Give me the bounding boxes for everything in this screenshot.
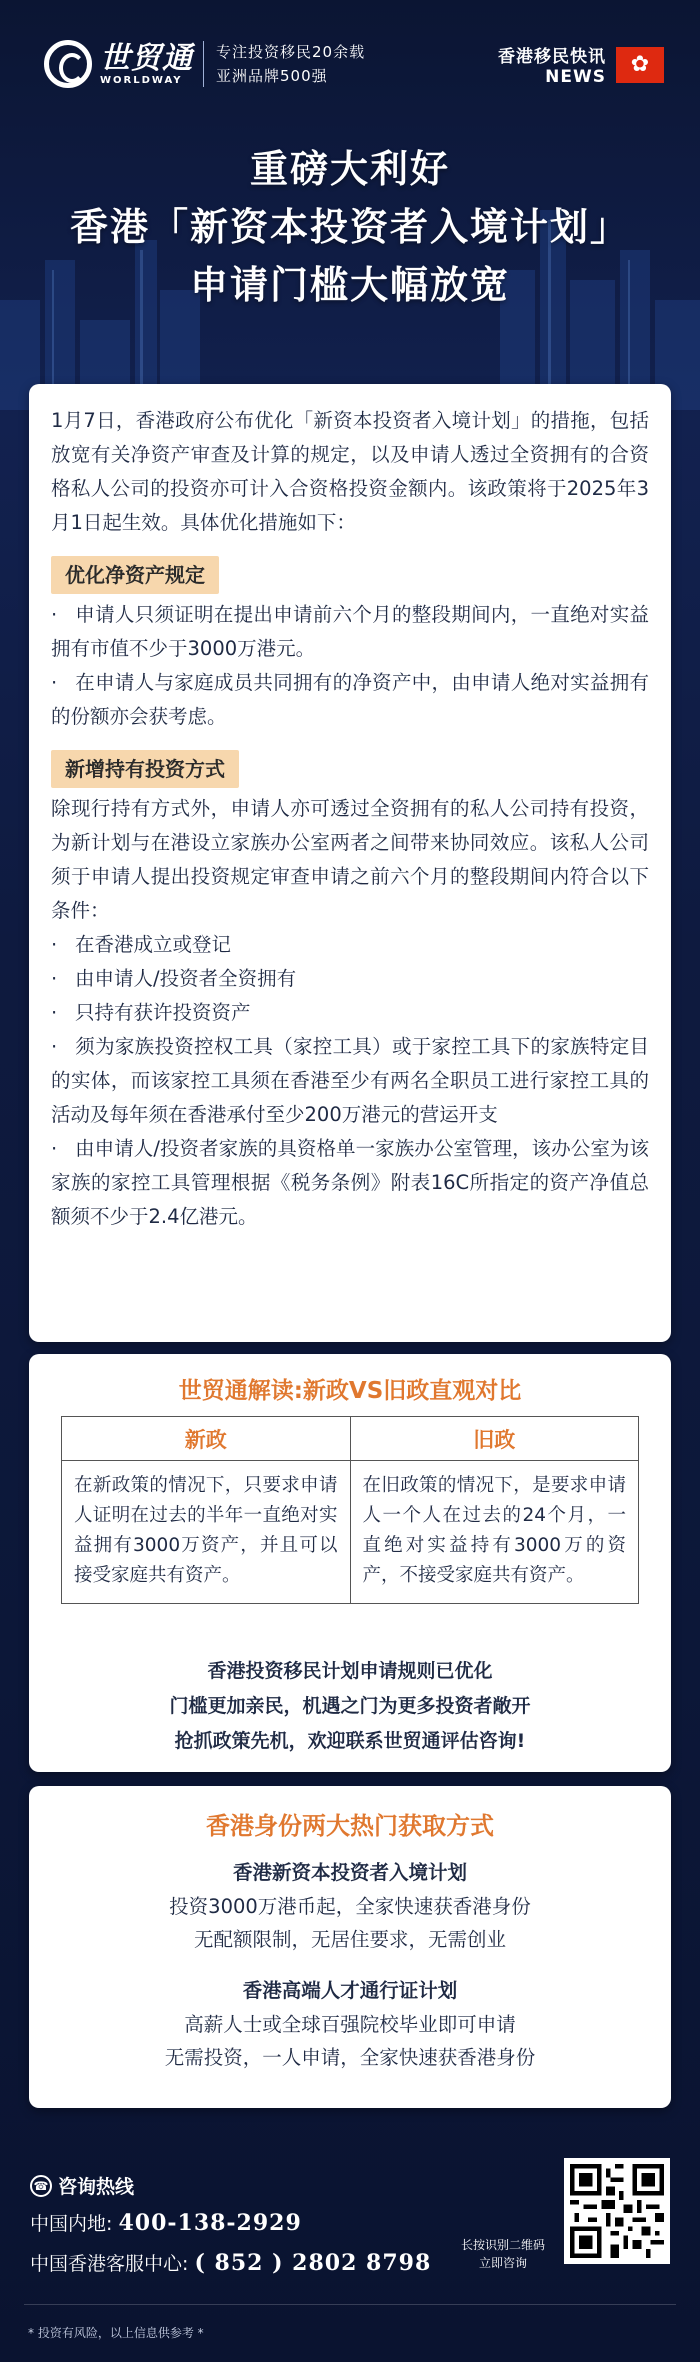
news-badge — [498, 42, 664, 87]
qr-caption-line: 长按识别二维码 — [460, 2238, 545, 2252]
hk-flag-icon: ✿ — [616, 47, 664, 83]
header — [0, 0, 700, 120]
new-policy-cell: 在新政策的情况下，只要求申请人证明在过去的半年一直绝对实益拥有3000万资产，并且可以接受家庭共有资产。 — [62, 1461, 351, 1604]
hotline-label: 咨询热线 — [58, 2176, 135, 2198]
headline — [0, 140, 700, 314]
route-capital-investment — [29, 1856, 671, 1956]
section-tag-holding-method: 新增持有投资方式 — [51, 750, 239, 788]
column-header-old-policy: 旧政 — [350, 1417, 639, 1461]
comparison-table — [61, 1416, 639, 1604]
intro-paragraph: 1月7日，香港政府公布优化「新资本投资者入境计划」的措拖，包括放宽有关净资产审查及计算的规定，以及申请人透过全资拥有的合资格私人公司的投资亦可计入合资格投资金额内。该政策将于2025年3月1日起生效。具体优化措施如下： — [51, 409, 649, 534]
list-item: · 申请人只须证明在提出申请前六个月的整段期间内，一直绝对实益拥有市值不少于3000万港元。 — [51, 603, 649, 660]
qr-code-icon[interactable] — [564, 2158, 670, 2264]
route-top-talent — [29, 1974, 671, 2074]
list-item-text: 须为家族投资控权工具（家控工具）或于家控工具下的家族特定目的实体，而该家控工具须在香港至少有两名全职员工进行家控工具的活动及每年须在香港承付至少200万港元的营运开支 — [51, 1035, 649, 1126]
news-label-english: NEWS — [545, 67, 606, 87]
route-title: 香港新资本投资者入境计划 — [232, 1861, 467, 1884]
comparison-summary — [29, 1654, 671, 1759]
route-title: 香港高端人才通行证计划 — [242, 1979, 458, 2002]
table-header-row — [62, 1417, 639, 1461]
holding-method-paragraph: 除现行持有方式外，申请人亦可透过全资拥有的私人公司持有投资，为新计划与在港设立家族办公室两者之间带来协同效应。该私人公司须于申请人提出投资规定审查申请之前六个月的整段期间内符合以下条件： — [51, 797, 649, 922]
summary-line: 抢抓政策先机，欢迎联系世贸通评估咨询! — [174, 1730, 526, 1752]
routes-card — [29, 1786, 671, 2108]
list-item: · 在香港成立或登记 — [51, 933, 232, 956]
route-detail: 无需投资，一人申请，全家快速获香港身份 — [164, 2046, 536, 2069]
summary-line: 门槛更加亲民，机遇之门为更多投资者敞开 — [169, 1695, 531, 1717]
qr-caption-line: 立即咨询 — [478, 2256, 527, 2270]
summary-line: 香港投资移民计划申请规则已优化 — [207, 1660, 493, 1682]
phone-icon: ☎ — [30, 2175, 52, 2197]
section-tag-net-assets: 优化净资产规定 — [51, 556, 219, 594]
news-label: 香港移民快讯 — [498, 47, 606, 67]
slogan-line: 亚洲品牌500强 — [216, 67, 328, 85]
list-item-text: 由申请人/投资者家族的具资格单一家族办公室管理，该办公室为该家族的家控工具管理根据《税务条例》附表16C所指定的资产净值总额须不少于2.4亿港元。 — [51, 1137, 649, 1228]
list-item: · 只持有获许投资资产 — [51, 1001, 251, 1024]
headline-line: 重磅大利好 — [249, 147, 450, 191]
headline-line: 申请门槛大幅放宽 — [189, 263, 510, 307]
list-item-text: 只持有获许投资资产 — [75, 1001, 251, 1024]
route-detail: 无配额限制，无居住要求，无需创业 — [193, 1928, 506, 1951]
list-item-text: 由申请人/投资者全资拥有 — [75, 967, 297, 990]
hotline-heading — [30, 2172, 134, 2199]
footer-divider — [24, 2304, 676, 2305]
column-header-new-policy: 新政 — [62, 1417, 351, 1461]
table-row — [62, 1461, 639, 1604]
old-policy-cell: 在旧政策的情况下，是要求申请人一个人在过去的24个月，一直绝对实益持有3000万的资产，不接受家庭共有资产。 — [350, 1461, 639, 1604]
list-item: · 须为家族投资控权工具（家控工具）或于家控工具下的家族特定目的实体，而该家控工具须在香港至少有两名全职员工进行家控工具的活动及每年须在香港承付至少200万港元的营运开支 — [51, 1035, 649, 1126]
route-detail: 高薪人士或全球百强院校毕业即可申请 — [184, 2013, 516, 2036]
policy-details-card — [29, 384, 671, 1342]
brand-logo[interactable] — [44, 40, 365, 88]
list-item-text: 在申请人与家庭成员共同拥有的净资产中，由申请人绝对实益拥有的份额亦会获考虑。 — [51, 671, 649, 728]
route-detail: 投资3000万港币起，全家快速获香港身份 — [169, 1895, 531, 1918]
logo-english-name: WORLDWAY — [100, 74, 183, 86]
logo-icon — [44, 40, 92, 88]
logo-name: 世贸通 — [100, 40, 193, 76]
disclaimer: * 投资有风险，以上信息供参考 * — [28, 2326, 204, 2340]
list-item: · 在申请人与家庭成员共同拥有的净资产中，由申请人绝对实益拥有的份额亦会获考虑。 — [51, 671, 649, 728]
list-item-text: 申请人只须证明在提出申请前六个月的整段期间内，一直绝对实益拥有市值不少于3000万港元。 — [51, 603, 649, 660]
logo-divider — [203, 41, 204, 87]
slogan-line: 专注投资移民20余载 — [216, 43, 366, 61]
headline-line: 香港「新资本投资者入境计划」 — [69, 205, 630, 249]
list-item-text: 在香港成立或登记 — [75, 933, 232, 956]
list-item: · 由申请人/投资者全资拥有 — [51, 967, 297, 990]
mainland-contact[interactable] — [30, 2209, 302, 2236]
hk-phone[interactable]: ( 852 ) 2802 8798 — [194, 2250, 432, 2276]
comparison-card — [29, 1354, 671, 1772]
mainland-label: 中国内地: — [30, 2213, 119, 2235]
list-item: · 由申请人/投资者家族的具资格单一家族办公室管理，该办公室为该家族的家控工具管理根据《税务条例》附表16C所指定的资产净值总额须不少于2.4亿港元。 — [51, 1137, 649, 1228]
comparison-title: 世贸通解读:新政VS旧政直观对比 — [178, 1378, 522, 1404]
routes-title: 香港身份两大热门获取方式 — [206, 1812, 494, 1840]
qr-caption — [448, 2236, 558, 2272]
mainland-phone[interactable]: 400-138-2929 — [118, 2210, 302, 2236]
hk-contact[interactable] — [30, 2249, 431, 2276]
hk-label: 中国香港客服中心: — [30, 2253, 195, 2275]
brand-slogan — [216, 40, 365, 88]
